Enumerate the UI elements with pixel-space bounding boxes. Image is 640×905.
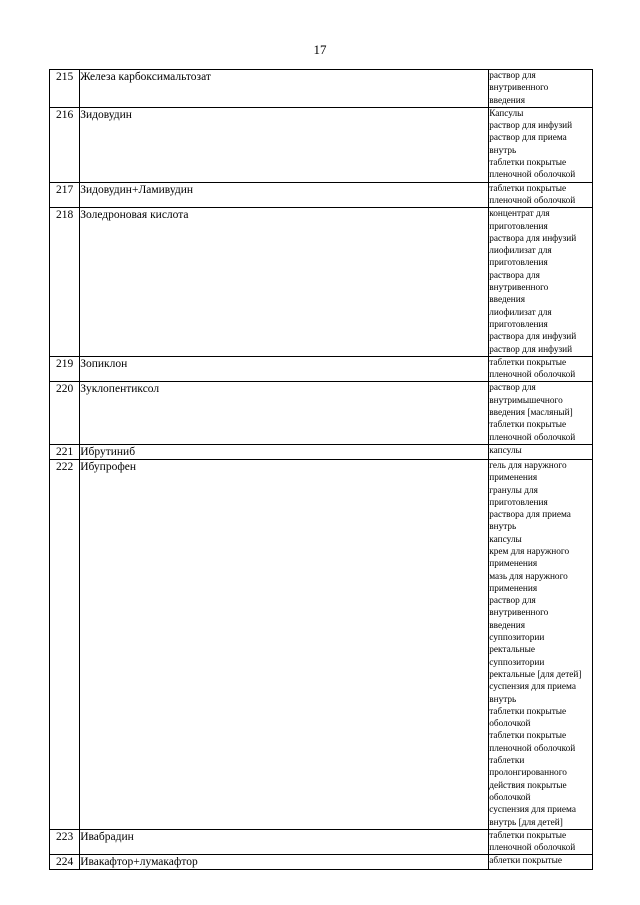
dosage-form-line: концентрат для xyxy=(489,209,550,220)
dosage-form-line: внутривенного xyxy=(489,83,549,94)
row-number: 215 xyxy=(50,70,80,108)
dosage-form-line: таблетки покрытые xyxy=(489,830,567,841)
dosage-form-line: введения [масляный] xyxy=(489,408,573,419)
dosage-form-line: пленочной оболочкой xyxy=(489,370,576,381)
dosage-form-line: Капсулы xyxy=(489,108,524,119)
table-row xyxy=(50,70,593,108)
dosage-form-line: аблетки покрытые xyxy=(489,856,562,867)
table-row xyxy=(50,208,593,357)
dosage-form-line: внутривенного xyxy=(489,283,549,294)
drug-name: Зидовудин+Ламивудин xyxy=(80,182,489,208)
dosage-forms xyxy=(489,829,593,855)
table-row xyxy=(50,356,593,382)
row-number: 216 xyxy=(50,107,80,182)
dosage-form-line: лиофилизат для xyxy=(489,246,552,257)
dosage-form-line: внутрь xyxy=(489,145,517,156)
dosage-form-line: внутрь [для детей] xyxy=(489,817,563,828)
dosage-form-line: применения xyxy=(489,473,538,484)
dosage-form-line: пленочной оболочкой xyxy=(489,170,576,181)
row-number: 223 xyxy=(50,829,80,855)
dosage-form-line: раствор для xyxy=(489,71,536,81)
dosage-form-line: применения xyxy=(489,559,538,570)
dosage-form-line: ректальные [для детей] xyxy=(489,669,582,680)
drug-name: Зопиклон xyxy=(80,356,489,382)
dosage-form-line: таблетки покрытые xyxy=(489,158,567,169)
drug-name: Ивабрадин xyxy=(80,829,489,855)
dosage-form-line: введения xyxy=(489,95,526,106)
dosage-form-line: пленочной оболочкой xyxy=(489,743,576,754)
dosage-form-line: суспензия для приема xyxy=(489,805,576,816)
row-number: 218 xyxy=(50,208,80,357)
dosage-form-line: пролонгированного xyxy=(489,768,567,779)
drug-name: Золедроновая кислота xyxy=(80,208,489,357)
drug-name: Ибупрофен xyxy=(80,459,489,829)
drug-name: Ибрутиниб xyxy=(80,444,489,459)
dosage-form-line: оболочкой xyxy=(489,792,531,803)
row-number: 220 xyxy=(50,382,80,444)
dosage-form-line: таблетки xyxy=(489,756,525,767)
dosage-form-line: таблетки покрытые xyxy=(489,731,567,742)
dosage-form-line: таблетки покрытые xyxy=(489,183,567,194)
dosage-form-line: капсулы xyxy=(489,534,522,545)
table-row xyxy=(50,182,593,208)
dosage-form-line: гель для наружного xyxy=(489,460,567,471)
dosage-form-line: ректальные xyxy=(489,645,535,656)
dosage-form-line: раствор для инфузий xyxy=(489,344,573,355)
dosage-form-line: оболочкой xyxy=(489,719,531,730)
dosage-form-line: суспензия для приема xyxy=(489,682,576,693)
dosage-forms xyxy=(489,107,593,182)
table-row xyxy=(50,855,593,870)
dosage-form-line: раствора для инфузий xyxy=(489,332,577,343)
table-body xyxy=(50,70,593,870)
dosage-form-line: гранулы для xyxy=(489,485,538,496)
dosage-forms xyxy=(489,459,593,829)
drug-name: Зидовудин xyxy=(80,107,489,182)
dosage-form-line: введения xyxy=(489,620,526,631)
dosage-forms xyxy=(489,182,593,208)
dosage-form-line: пленочной оболочкой xyxy=(489,432,576,443)
row-number: 217 xyxy=(50,182,80,208)
dosage-forms xyxy=(489,70,593,108)
dosage-form-line: приготовления xyxy=(489,258,548,269)
dosage-forms xyxy=(489,444,593,459)
page-number: 17 xyxy=(313,42,327,57)
dosage-form-line: суппозитории xyxy=(489,657,545,668)
row-number: 221 xyxy=(50,444,80,459)
row-number: 224 xyxy=(50,855,80,870)
drug-name: Ивакафтор+лумакафтор xyxy=(80,855,489,870)
dosage-form-line: действия покрытые xyxy=(489,780,567,791)
dosage-form-line: крем для наружного xyxy=(489,546,570,557)
drug-name: Железа карбоксимальтозат xyxy=(80,70,489,108)
table-row xyxy=(50,107,593,182)
dosage-form-line: внутривенного xyxy=(489,608,549,619)
dosage-form-line: лиофилизат для xyxy=(489,307,552,318)
dosage-form-line: мазь для наружного xyxy=(489,571,568,582)
dosage-form-line: раствор для xyxy=(489,596,536,607)
dosage-form-line: таблетки покрытые xyxy=(489,420,567,431)
dosage-form-line: пленочной оболочкой xyxy=(489,195,576,206)
row-number: 222 xyxy=(50,459,80,829)
table-row xyxy=(50,829,593,855)
dosage-forms xyxy=(489,356,593,382)
dosage-form-line: капсулы xyxy=(489,445,522,456)
dosage-form-line: раствора для приема xyxy=(489,510,571,521)
dosage-form-line: приготовления xyxy=(489,497,548,508)
dosage-form-line: раствора для xyxy=(489,270,540,281)
dosage-form-line: внутрь xyxy=(489,694,517,705)
dosage-form-line: пленочной оболочкой xyxy=(489,843,576,854)
dosage-form-line: раствор для xyxy=(489,383,536,394)
dosage-form-line: введения xyxy=(489,295,526,306)
dosage-forms xyxy=(489,855,593,870)
dosage-form-line: таблетки покрытые xyxy=(489,706,567,717)
drug-table xyxy=(49,69,593,870)
row-number: 219 xyxy=(50,356,80,382)
dosage-form-line: раствор для инфузий xyxy=(489,121,573,132)
dosage-form-line: таблетки покрытые xyxy=(489,357,567,368)
dosage-form-line: раствор для приема xyxy=(489,133,567,144)
table-row xyxy=(50,382,593,444)
drug-name: Зуклопентиксол xyxy=(80,382,489,444)
dosage-form-line: приготовления xyxy=(489,319,548,330)
dosage-form-line: раствора для инфузий xyxy=(489,233,577,244)
dosage-forms xyxy=(489,208,593,357)
dosage-form-line: суппозитории xyxy=(489,633,545,644)
dosage-form-line: внутрь xyxy=(489,522,517,533)
table-row xyxy=(50,444,593,459)
dosage-forms xyxy=(489,382,593,444)
dosage-form-line: внутримышечного xyxy=(489,395,563,406)
dosage-form-line: применения xyxy=(489,583,538,594)
table-row xyxy=(50,459,593,829)
dosage-form-line: приготовления xyxy=(489,221,548,232)
